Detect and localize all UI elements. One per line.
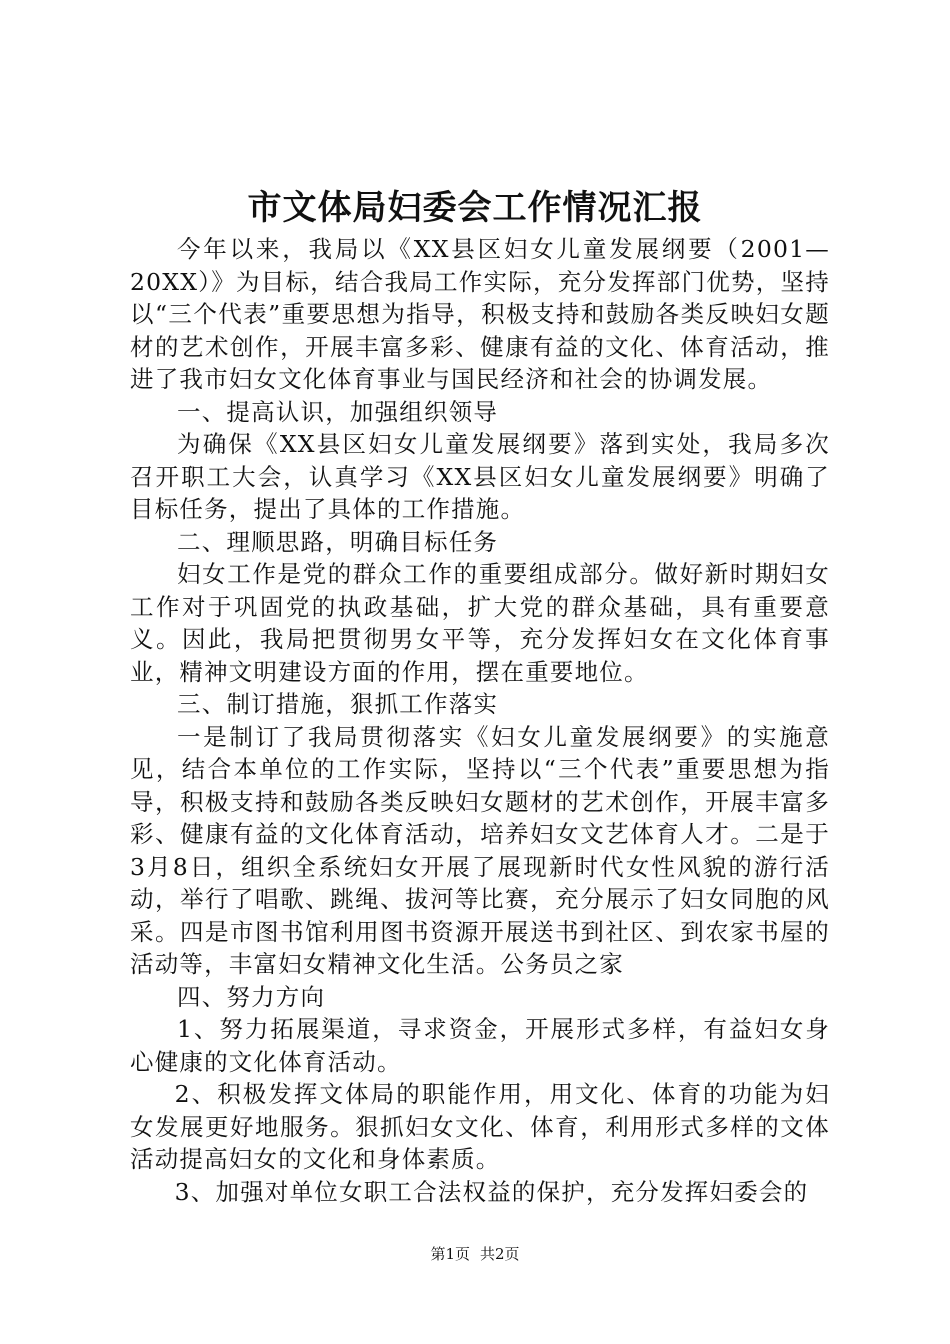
section-heading-4: 四、努力方向: [177, 982, 326, 1011]
page-footer: [0, 1244, 950, 1264]
list-item-1: 1、努力拓展渠道，寻求资金，开展形式多样，有益妇女身心健康的文化体育活动。: [130, 1015, 830, 1076]
intro-paragraph: 今年以来，我局以《XX县区妇女儿童发展纲要（2001—20XX）》为目标，结合我局工作实际，充分发挥部门优势，坚持以“三个代表”重要思想为指导，积极支持和鼓励各类反映妇女题材的艺术创作，开展丰富多彩、健康有益的文化、体育活动，推进了我市妇女文化体育事业与国民经济和社会的协调发展。: [130, 235, 830, 393]
page-total: 共2页: [480, 1245, 520, 1263]
section-heading-2: 二、理顺思路，明确目标任务: [177, 527, 499, 556]
list-item-2: 2、积极发挥文体局的职能作用，用文化、体育的功能为妇女发展更好地服务。狠抓妇女文化、体育，利用形式多样的文体活动提高妇女的文化和身体素质。: [130, 1080, 830, 1173]
page-number: 第1页: [430, 1245, 470, 1263]
section-heading-1: 一、提高认识，加强组织领导: [177, 397, 499, 426]
section-paragraph-1: 为确保《XX县区妇女儿童发展纲要》落到实处，我局多次召开职工大会，认真学习《XX县区妇女儿童发展纲要》明确了目标任务，提出了具体的工作措施。: [130, 430, 830, 523]
document-body: [130, 233, 830, 1208]
section-paragraph-3: 一是制订了我局贯彻落实《妇女儿童发展纲要》的实施意见，结合本单位的工作实际，坚持以“三个代表”重要思想为指导，积极支持和鼓励各类反映妇女题材的艺术创作，开展丰富多彩、健康有益的文化体育活动，培养妇女文艺体育人才。二是于3月8日，组织全系统妇女开展了展现新时代女性风貌的游行活动，举行了唱歌、跳绳、拔河等比赛，充分展示了妇女同胞的风采。四是市图书馆利用图书资源开展送书到社区、到农家书屋的活动等，丰富妇女精神文化生活。公务员之家: [130, 722, 830, 978]
section-paragraph-2: 妇女工作是党的群众工作的重要组成部分。做好新时期妇女工作对于巩固党的执政基础，扩大党的群众基础，具有重要意义。因此，我局把贯彻男女平等，充分发挥妇女在文化体育事业，精神文明建设方面的作用，摆在重要地位。: [130, 560, 830, 686]
list-item-3: 3、加强对单位女职工合法权益的保护，充分发挥妇委会的: [174, 1177, 809, 1206]
section-heading-3: 三、制订措施，狠抓工作落实: [177, 690, 499, 718]
page-title: 市文体局妇委会工作情况汇报: [247, 188, 703, 228]
